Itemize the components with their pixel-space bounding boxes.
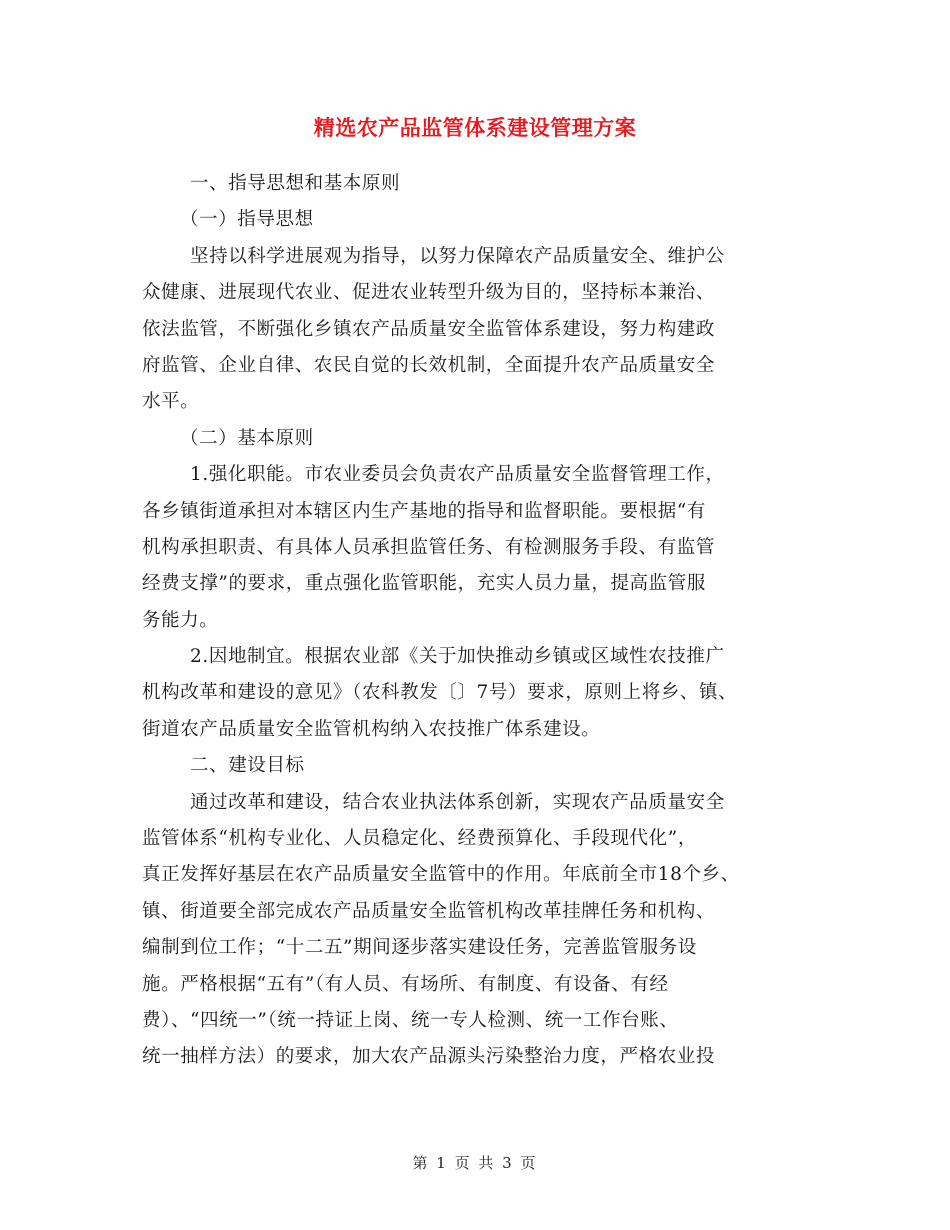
subheading-guiding-ideology: （一）指导思想	[180, 209, 314, 231]
paragraph-line: 机构改革和建设的意见》（农科教发〔〕7号）要求，原则上将乡、镇、	[142, 682, 738, 704]
paragraph-line: 坚持以科学进展观为指导，以努力保障农产品质量安全、维护公	[190, 245, 725, 267]
document-title: 精选农产品监管体系建设管理方案	[313, 115, 637, 140]
paragraph-line: 通过改革和建设，结合农业执法体系创新，实现农产品质量安全	[190, 791, 725, 813]
paragraph-line: 水平。	[142, 391, 200, 413]
paragraph-line: 经费支撑”的要求，重点强化监管职能，充实人员力量，提高监管服	[142, 573, 706, 595]
page-number-footer: 第 1 页 共 3 页	[412, 1154, 538, 1172]
document-body	[142, 166, 832, 1076]
heading-guiding-principles: 一、指导思想和基本原则	[190, 173, 401, 194]
paragraph-line: 真正发挥好基层在农产品质量安全监管中的作用。年底前全市18个乡、	[142, 864, 740, 886]
paragraph-line: 各乡镇街道承担对本辖区内生产基地的指导和监督职能。要根据“有	[142, 500, 706, 522]
paragraph-line: 2.因地制宜。根据农业部《关于加快推动乡镇或区域性农技推广	[190, 646, 725, 668]
paragraph-line: 街道农产品质量安全监管机构纳入农技推广体系建设。	[142, 718, 601, 740]
paragraph-line: 务能力。	[142, 609, 219, 631]
paragraph-line: 机构承担职责、有具体人员承担监管任务、有检测服务手段、有监管	[142, 536, 716, 558]
paragraph-line: 费）、“四统一”（统一持证上岗、统一专人检测、统一工作台账、	[142, 1009, 679, 1031]
heading-construction-goals: 二、建设目标	[190, 755, 305, 777]
paragraph-line: 依法监管，不断强化乡镇农产品质量安全监管体系建设，努力构建政	[142, 318, 716, 340]
paragraph-line: 镇、街道要全部完成农产品质量安全监管机构改革挂牌任务和机构、	[142, 900, 716, 922]
paragraph-line: 监管体系“机构专业化、人员稳定化、经费预算化、手段现代化”，	[142, 828, 697, 850]
subheading-basic-principles: （二）基本原则	[180, 427, 314, 449]
paragraph-line: 统一抽样方法）的要求，加大农产品源头污染整治力度，严格农业投	[142, 1046, 716, 1068]
paragraph-line: 编制到位工作；“十二五”期间逐步落实建设任务，完善监管服务设	[142, 937, 697, 959]
paragraph-line: 施。严格根据“五有”（有人员、有场所、有制度、有设备、有经	[142, 973, 669, 995]
paragraph-line: 府监管、企业自律、农民自觉的长效机制，全面提升农产品质量安全	[142, 354, 716, 376]
paragraph-line: 众健康、进展现代农业、促进农业转型升级为目的，坚持标本兼治、	[142, 282, 716, 304]
paragraph-line: 1.强化职能。市农业委员会负责农产品质量安全监督管理工作，	[190, 464, 725, 486]
